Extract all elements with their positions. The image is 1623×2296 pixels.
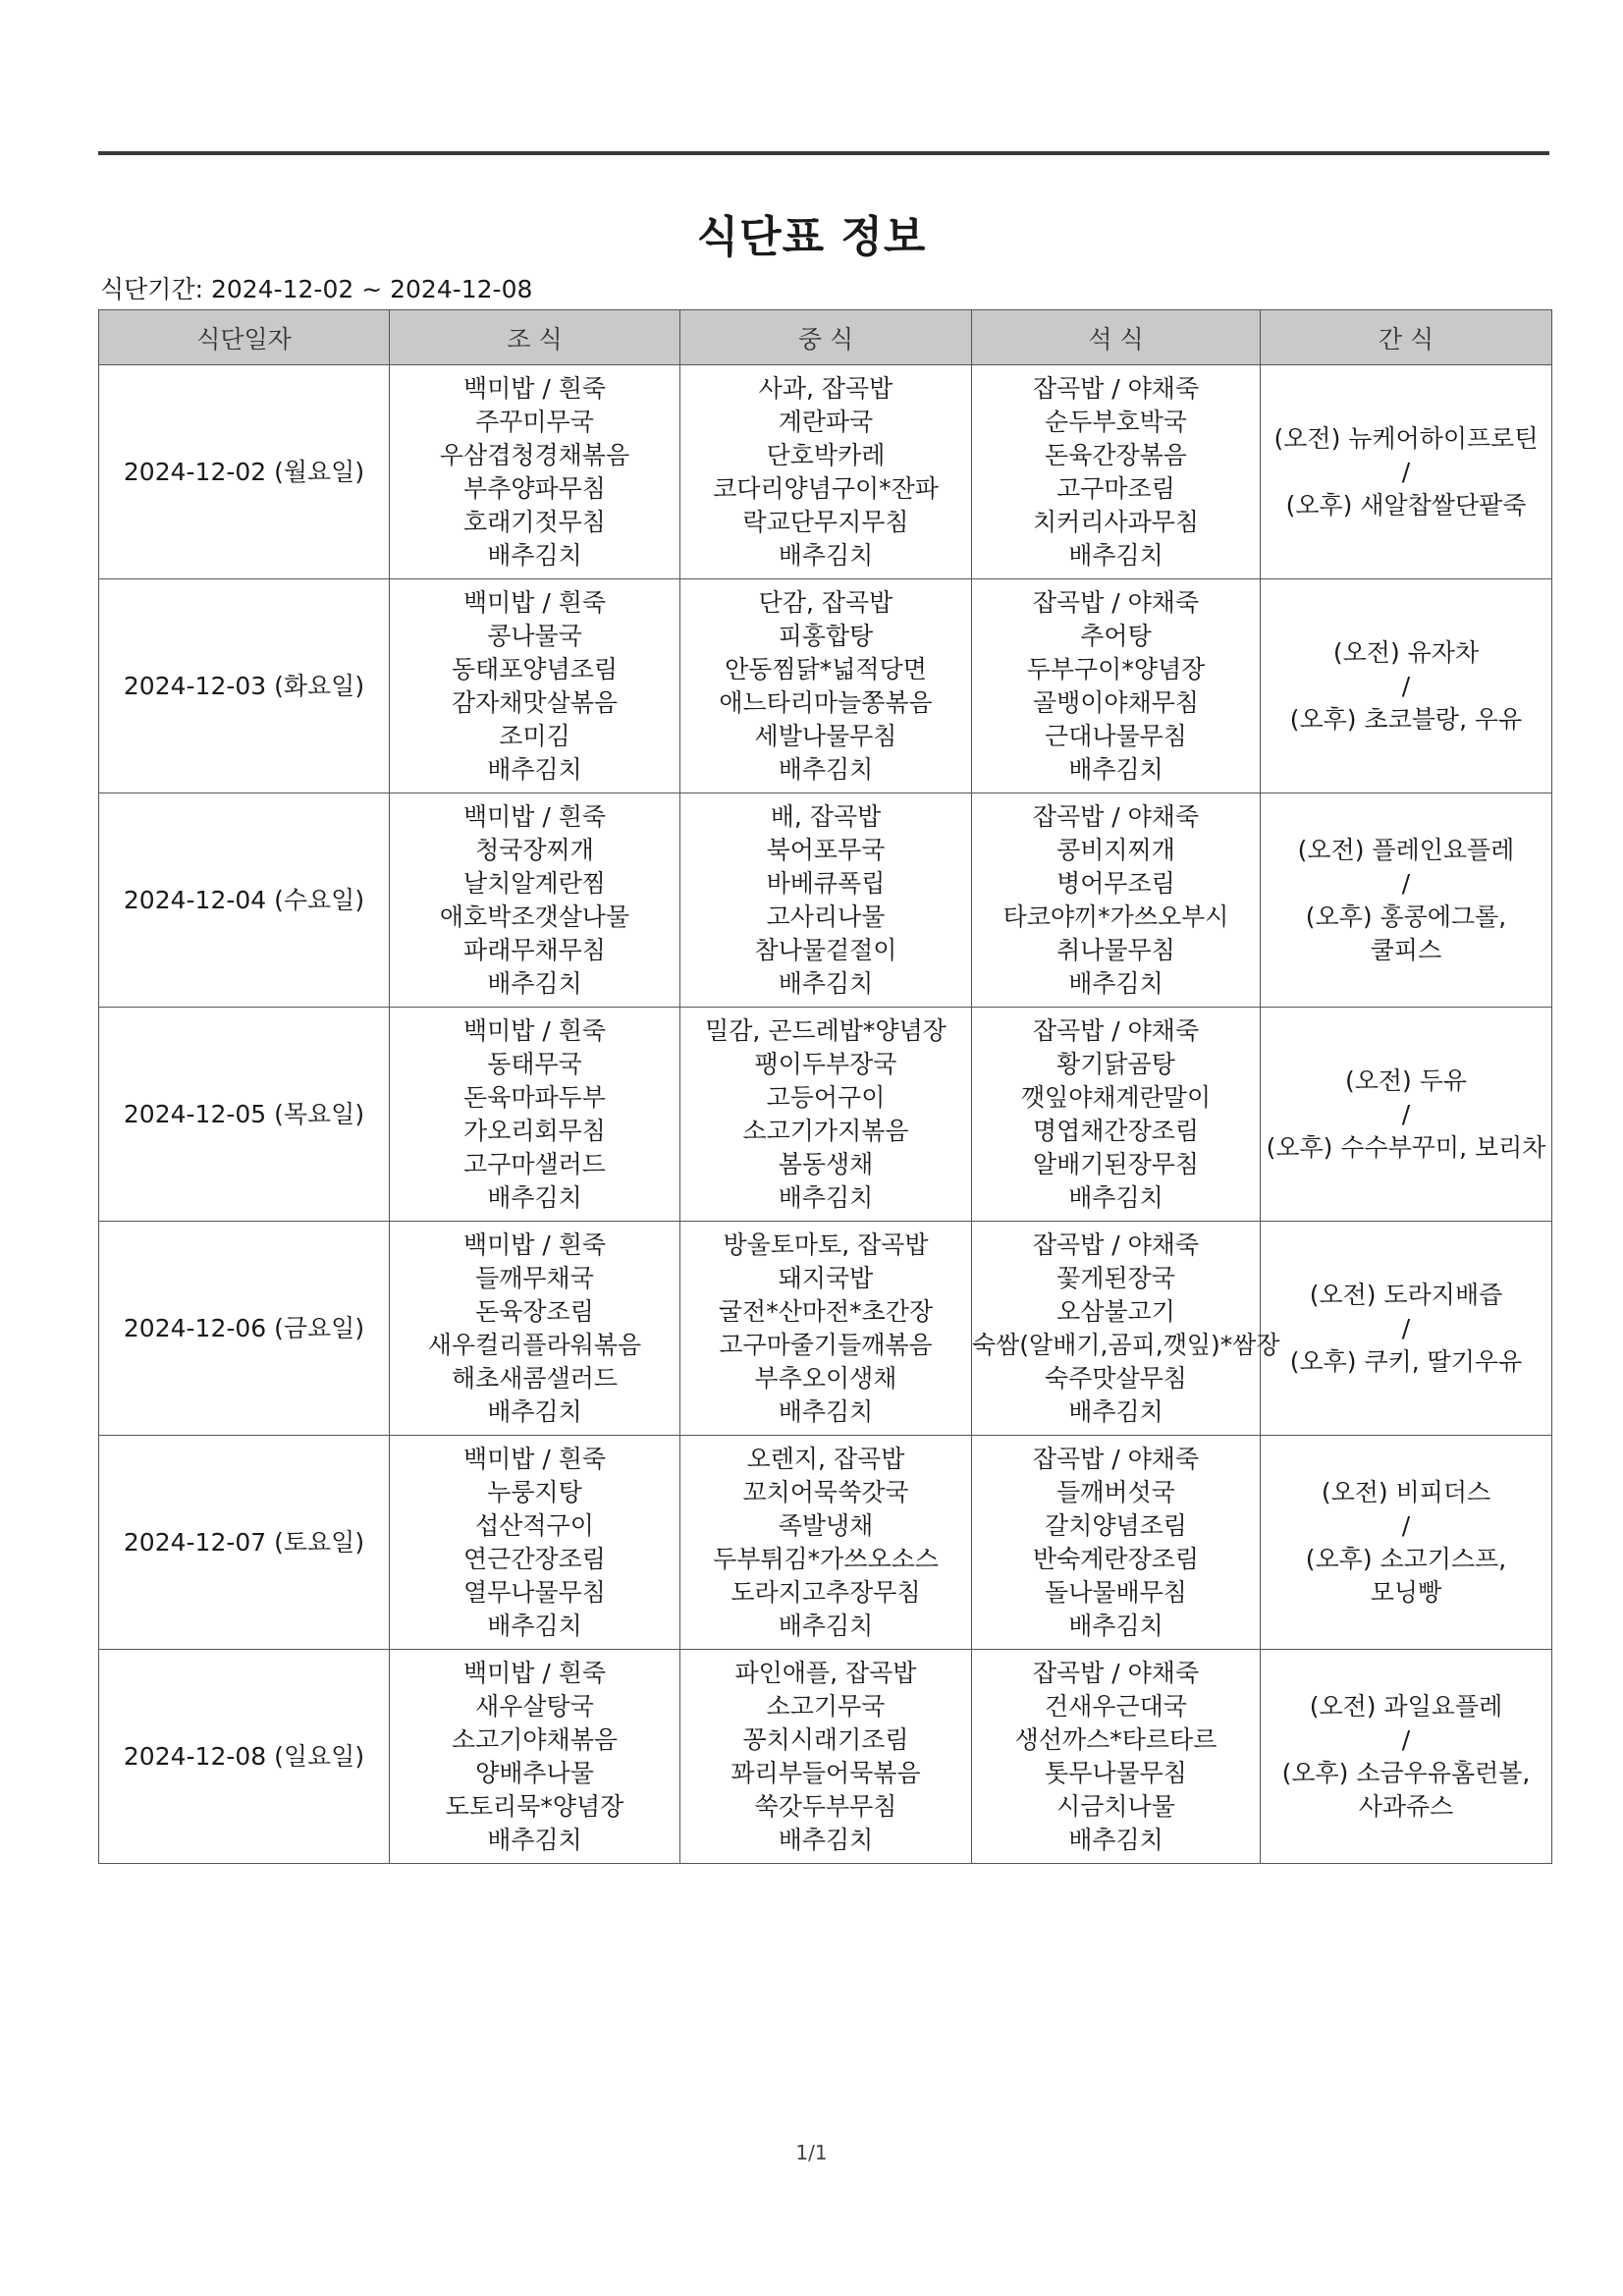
dish-item: 잡곡밥 / 야채죽	[1032, 1444, 1200, 1473]
dish-item: 배추김치	[778, 540, 874, 570]
dish-item: 코다리양념구이*잔파	[713, 473, 939, 503]
dish-item: 백미밥 / 흰죽	[462, 1658, 607, 1687]
dish-item: 시금치나물	[1056, 1791, 1175, 1821]
dish-item: 돼지국밥	[778, 1263, 874, 1292]
snack-item: (오전) 비피더스	[1321, 1477, 1491, 1506]
menu-table	[98, 309, 1552, 1864]
dinner-cell	[972, 1008, 1261, 1222]
dish-item: 배추김치	[487, 968, 582, 998]
dish-item: 갈치양념조림	[1045, 1510, 1187, 1540]
snack-cell	[1261, 579, 1552, 793]
header-breakfast: 조 식	[390, 310, 680, 365]
dish-item: 잡곡밥 / 야채죽	[1032, 373, 1200, 403]
dish-item: 잡곡밥 / 야채죽	[1032, 1658, 1200, 1687]
dish-item: 섭산적구이	[475, 1510, 594, 1540]
dish-item: 부추양파무침	[463, 473, 606, 503]
dish-item: 명엽채간장조림	[1032, 1116, 1200, 1145]
dish-item: 파래무채무침	[463, 935, 606, 964]
dish-item: 들깨무채국	[475, 1263, 594, 1292]
header-lunch: 중 식	[680, 310, 972, 365]
dish-item: 꽃게된장국	[1056, 1263, 1175, 1292]
menu-body	[99, 365, 1552, 1864]
dish-item: 안동찜닭*넓적당면	[725, 654, 927, 683]
dish-item: 골뱅이야채무침	[1032, 687, 1200, 717]
dish-item: 고구마조림	[1056, 473, 1175, 503]
snack-cell	[1261, 793, 1552, 1008]
dinner-cell	[972, 1222, 1280, 1436]
breakfast-cell	[390, 1222, 680, 1436]
dish-item: 오삼불고기	[1056, 1296, 1175, 1326]
table-row	[99, 1222, 1552, 1436]
dish-item: 배추김치	[1068, 1825, 1163, 1854]
dish-item: 사과, 잡곡밥	[758, 373, 893, 403]
dish-item: 파인애플, 잡곡밥	[734, 1658, 917, 1687]
dish-item: 꽈리부들어묵볶음	[730, 1758, 921, 1787]
dish-item: 배, 잡곡밥	[770, 801, 882, 831]
snack-cell	[1261, 1650, 1552, 1864]
dish-item: 배추김치	[778, 754, 874, 784]
dish-item: 배추김치	[487, 1182, 582, 1212]
header-dinner: 석 식	[972, 310, 1261, 365]
dish-item: 고등어구이	[766, 1082, 886, 1112]
dish-item: 동태무국	[487, 1049, 582, 1078]
snack-item: 사과쥬스	[1358, 1791, 1454, 1821]
snack-item: (오후) 초코블랑, 우유	[1289, 704, 1523, 734]
snack-item: (오전) 뉴케어하이프로틴	[1273, 423, 1539, 453]
dish-item: 굴전*산마전*초간장	[718, 1296, 934, 1326]
snack-item: (오후) 소고기스프,	[1305, 1544, 1507, 1573]
dish-item: 배추김치	[1068, 968, 1163, 998]
snack-item: /	[1401, 1099, 1411, 1128]
page-number: 1/1	[795, 2141, 828, 2164]
dish-item: 동태포양념조림	[451, 654, 619, 683]
dish-item: 호래기젓무침	[463, 507, 606, 536]
table-row	[99, 1436, 1552, 1650]
dinner-cell	[972, 365, 1261, 579]
dish-item: 타코야끼*가쓰오부시	[1002, 902, 1229, 931]
dish-item: 백미밥 / 흰죽	[462, 1444, 607, 1473]
dish-item: 열무나물무침	[463, 1577, 606, 1607]
dish-item: 근대나물무침	[1045, 721, 1187, 750]
date-cell: 2024-12-06 (금요일)	[99, 1222, 390, 1436]
dish-item: 배추김치	[1068, 540, 1163, 570]
snack-item: (오전) 플레인요플레	[1297, 835, 1515, 864]
dish-item: 참나물겉절이	[754, 935, 897, 964]
dish-item: 배추김치	[1068, 1611, 1163, 1640]
dinner-cell	[972, 1650, 1261, 1864]
dish-item: 배추김치	[487, 540, 582, 570]
dish-item: 봄동생채	[778, 1149, 874, 1178]
breakfast-cell	[390, 793, 680, 1008]
lunch-cell	[680, 365, 972, 579]
dish-item: 백미밥 / 흰죽	[462, 1015, 607, 1045]
dish-item: 양배추나물	[475, 1758, 594, 1787]
dish-item: 청국장찌개	[475, 835, 594, 864]
dinner-cell	[972, 793, 1261, 1008]
lunch-cell	[680, 1222, 972, 1436]
dish-item: 잡곡밥 / 야채죽	[1032, 1015, 1200, 1045]
breakfast-cell	[390, 365, 680, 579]
snack-cell	[1261, 1222, 1552, 1436]
dish-item: 병어무조림	[1056, 868, 1175, 898]
dish-item: 북어포무국	[766, 835, 886, 864]
dish-item: 피홍합탕	[778, 621, 874, 650]
dish-item: 백미밥 / 흰죽	[462, 373, 607, 403]
dish-item: 방울토마토, 잡곡밥	[723, 1230, 929, 1259]
table-row	[99, 579, 1552, 793]
header-date: 식단일자	[99, 310, 390, 365]
dish-item: 배추김치	[778, 1825, 874, 1854]
dish-item: 잡곡밥 / 야채죽	[1032, 1230, 1200, 1259]
dish-item: 배추김치	[487, 754, 582, 784]
dish-item: 락교단무지무침	[742, 507, 909, 536]
dish-item: 배추김치	[487, 1611, 582, 1640]
dish-item: 계란파국	[778, 407, 874, 436]
top-rule	[98, 151, 1549, 155]
dish-item: 취나물무침	[1056, 935, 1175, 964]
dish-item: 도라지고추장무침	[730, 1577, 921, 1607]
dish-item: 조미김	[499, 721, 570, 750]
snack-item: (오전) 두유	[1344, 1066, 1468, 1095]
snack-cell	[1261, 1436, 1552, 1650]
dish-item: 숙주맛살무침	[1045, 1363, 1187, 1393]
snack-item: (오후) 수수부꾸미, 보리차	[1266, 1132, 1546, 1162]
dish-item: 주꾸미무국	[475, 407, 594, 436]
snack-cell	[1261, 365, 1552, 579]
dish-item: 우삼겹청경채볶음	[439, 440, 630, 469]
dish-item: 꽁치시래기조림	[742, 1724, 909, 1754]
dish-item: 들깨버섯국	[1056, 1477, 1175, 1506]
date-cell: 2024-12-07 (토요일)	[99, 1436, 390, 1650]
header-snack: 간 식	[1261, 310, 1552, 365]
snack-item: 쿨피스	[1370, 935, 1442, 964]
breakfast-cell	[390, 1008, 680, 1222]
dish-item: 두부구이*양념장	[1026, 654, 1206, 683]
snack-item: (오후) 새알찹쌀단팥죽	[1285, 490, 1527, 519]
dish-item: 깻잎야채계란말이	[1020, 1082, 1212, 1112]
dish-item: 배추김치	[778, 1611, 874, 1640]
dish-item: 생선까스*타르타르	[1014, 1724, 1217, 1754]
date-cell: 2024-12-04 (수요일)	[99, 793, 390, 1008]
lunch-cell	[680, 1008, 972, 1222]
dish-item: 연근간장조림	[463, 1544, 606, 1573]
dinner-cell	[972, 579, 1261, 793]
snack-item: (오전) 과일요플레	[1309, 1691, 1503, 1721]
dish-item: 황기닭곰탕	[1056, 1049, 1175, 1078]
dish-item: 족발냉채	[778, 1510, 874, 1540]
dish-item: 날치알계란찜	[463, 868, 606, 898]
snack-item: /	[1401, 671, 1411, 700]
dish-item: 해초새콤샐러드	[451, 1363, 619, 1393]
dish-item: 두부튀김*가쓰오소스	[713, 1544, 939, 1573]
dish-item: 배추김치	[487, 1396, 582, 1426]
snack-item: (오전) 도라지배즙	[1309, 1280, 1503, 1309]
snack-item: /	[1401, 1724, 1411, 1754]
dish-item: 단감, 잡곡밥	[758, 587, 893, 617]
dinner-cell	[972, 1436, 1261, 1650]
menu-period: 식단기간: 2024-12-02 ~ 2024-12-08	[100, 275, 533, 303]
lunch-cell	[680, 579, 972, 793]
dish-item: 돌나물배무침	[1045, 1577, 1187, 1607]
dish-item: 가오리회무침	[463, 1116, 606, 1145]
snack-item: /	[1401, 1510, 1411, 1540]
snack-item: (오전) 유자차	[1332, 637, 1480, 667]
dish-item: 백미밥 / 흰죽	[462, 587, 607, 617]
snack-item: /	[1401, 457, 1411, 486]
dish-item: 콩비지찌개	[1056, 835, 1175, 864]
dish-item: 쑥갓두부무침	[754, 1791, 897, 1821]
breakfast-cell	[390, 1436, 680, 1650]
dish-item: 누룽지탕	[487, 1477, 582, 1506]
dish-item: 오렌지, 잡곡밥	[746, 1444, 905, 1473]
dish-item: 고구마줄기들깨볶음	[719, 1330, 933, 1359]
dish-item: 돈육마파두부	[463, 1082, 606, 1112]
snack-item: 모닝빵	[1370, 1577, 1442, 1607]
snack-cell	[1261, 1008, 1552, 1222]
page-title: 식단표 정보	[696, 212, 927, 262]
dish-item: 알배기된장무침	[1032, 1149, 1200, 1178]
breakfast-cell	[390, 579, 680, 793]
dish-item: 소고기무국	[766, 1691, 886, 1721]
dish-item: 도토리묵*양념장	[445, 1791, 624, 1821]
table-row	[99, 793, 1552, 1008]
dish-item: 추어탕	[1080, 621, 1152, 650]
dish-item: 새우살탕국	[475, 1691, 594, 1721]
dish-item: 고구마샐러드	[463, 1149, 606, 1178]
lunch-cell	[680, 793, 972, 1008]
snack-item: (오후) 소금우유홈런볼,	[1281, 1758, 1531, 1787]
dish-item: 애호박조갯살나물	[439, 902, 630, 931]
dish-item: 건새우근대국	[1045, 1691, 1187, 1721]
dish-item: 꼬치어묵쑥갓국	[742, 1477, 909, 1506]
dish-item: 감자채맛살볶음	[451, 687, 619, 717]
dish-item: 소고기가지볶음	[742, 1116, 909, 1145]
dish-item: 새우컬리플라워볶음	[427, 1330, 642, 1359]
dish-item: 애느타리마늘쫑볶음	[719, 687, 933, 717]
header-row	[99, 310, 1552, 365]
dish-item: 부추오이생채	[754, 1363, 897, 1393]
dish-item: 숙쌈(알배기,곰피,깻잎)*쌈장	[972, 1330, 1280, 1359]
dish-item: 단호박카레	[766, 440, 886, 469]
snack-item: /	[1401, 868, 1411, 898]
snack-item: (오후) 쿠키, 딸기우유	[1289, 1346, 1523, 1376]
date-cell: 2024-12-05 (목요일)	[99, 1008, 390, 1222]
table-row	[99, 1008, 1552, 1222]
dish-item: 팽이두부장국	[754, 1049, 897, 1078]
dish-item: 치커리사과무침	[1032, 507, 1200, 536]
table-row	[99, 1650, 1552, 1864]
date-cell: 2024-12-02 (월요일)	[99, 365, 390, 579]
dish-item: 배추김치	[1068, 754, 1163, 784]
dish-item: 고사리나물	[766, 902, 886, 931]
dish-item: 톳무나물무침	[1045, 1758, 1187, 1787]
snack-item: (오후) 홍콩에그롤,	[1305, 902, 1507, 931]
lunch-cell	[680, 1650, 972, 1864]
dish-item: 배추김치	[487, 1825, 582, 1854]
dish-item: 배추김치	[778, 1396, 874, 1426]
dish-item: 콩나물국	[487, 621, 582, 650]
dish-item: 밀감, 곤드레밥*양념장	[705, 1015, 947, 1045]
dish-item: 돈육간장볶음	[1045, 440, 1187, 469]
dish-item: 배추김치	[1068, 1396, 1163, 1426]
dish-item: 순두부호박국	[1045, 407, 1187, 436]
dish-item: 돈육장조림	[475, 1296, 594, 1326]
dish-item: 반숙계란장조림	[1032, 1544, 1200, 1573]
snack-item: /	[1401, 1313, 1411, 1342]
dish-item: 백미밥 / 흰죽	[462, 1230, 607, 1259]
dish-item: 배추김치	[778, 1182, 874, 1212]
dish-item: 잡곡밥 / 야채죽	[1032, 587, 1200, 617]
date-cell: 2024-12-03 (화요일)	[99, 579, 390, 793]
dish-item: 바베큐폭립	[766, 868, 886, 898]
dish-item: 배추김치	[1068, 1182, 1163, 1212]
date-cell: 2024-12-08 (일요일)	[99, 1650, 390, 1864]
breakfast-cell	[390, 1650, 680, 1864]
dish-item: 잡곡밥 / 야채죽	[1032, 801, 1200, 831]
dish-item: 세발나물무침	[754, 721, 897, 750]
lunch-cell	[680, 1436, 972, 1650]
dish-item: 백미밥 / 흰죽	[462, 801, 607, 831]
table-row	[99, 365, 1552, 579]
dish-item: 소고기야채볶음	[451, 1724, 619, 1754]
dish-item: 배추김치	[778, 968, 874, 998]
